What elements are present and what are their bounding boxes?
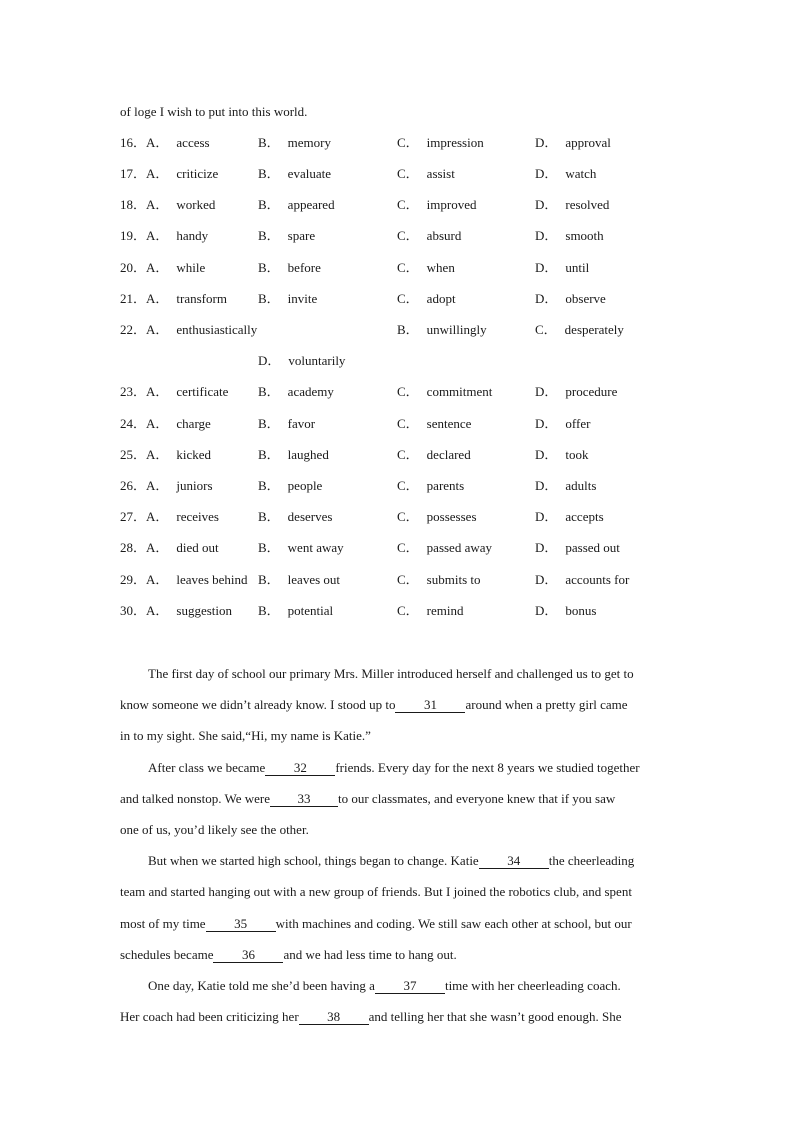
passage-text: time with her cheerleading coach.	[444, 978, 621, 993]
option-letter: A．	[146, 197, 169, 212]
option-letter: A．	[146, 447, 169, 462]
option-text: people	[287, 478, 323, 493]
option-letter: B．	[258, 572, 280, 587]
option-text: passed away	[426, 540, 493, 555]
option-text: spare	[287, 228, 316, 243]
option-text: kicked	[176, 447, 212, 462]
option-text: approval	[565, 135, 611, 150]
passage-text: know someone we didn’t already know. I stood up to	[120, 697, 396, 712]
question-number: 25．	[120, 447, 147, 462]
option-letter: A．	[146, 509, 169, 524]
passage-text: and we had less time to hang out.	[283, 947, 457, 962]
option-text: leaves out	[287, 572, 341, 587]
answer-option[interactable]	[120, 538, 219, 558]
question-options-row	[120, 476, 680, 496]
passage-line	[120, 697, 675, 713]
question-number: 26．	[120, 478, 147, 493]
answer-option[interactable]	[258, 570, 340, 590]
answer-option[interactable]	[535, 226, 604, 246]
option-text: commitment	[426, 384, 493, 399]
passage-text: team and started hanging out with a new group of friends. But I joined the robotics club, and spent	[120, 884, 632, 899]
answer-option[interactable]	[397, 570, 481, 590]
passage-text: One day, Katie told me she’d been having a	[148, 978, 375, 993]
option-text: charge	[176, 416, 211, 431]
blank-37[interactable]: 37	[375, 979, 445, 994]
option-letter: C．	[397, 416, 419, 431]
option-letter: D．	[535, 197, 558, 212]
option-letter: C．	[535, 322, 557, 337]
option-text: possesses	[426, 509, 477, 524]
answer-option[interactable]	[120, 133, 210, 153]
question-options-row	[120, 226, 680, 246]
option-text: smooth	[565, 228, 604, 243]
answer-option[interactable]	[120, 445, 211, 465]
blank-34[interactable]: 34	[479, 854, 549, 869]
option-text: resolved	[565, 197, 610, 212]
passage-text: The first day of school our primary Mrs. Miller introduced herself and challenged us to get to	[148, 666, 634, 681]
answer-option[interactable]	[535, 133, 611, 153]
option-letter: C．	[397, 603, 419, 618]
answer-option[interactable]	[397, 289, 456, 309]
answer-option[interactable]	[120, 414, 211, 434]
question-options-row	[120, 507, 680, 527]
answer-option[interactable]	[397, 507, 477, 527]
option-text: enthusiastically	[176, 322, 258, 337]
option-letter: C．	[397, 135, 419, 150]
option-text: parents	[426, 478, 465, 493]
answer-option[interactable]	[120, 476, 213, 496]
question-options-row	[120, 414, 680, 434]
answer-option[interactable]	[120, 507, 219, 527]
question-options-row	[120, 601, 680, 621]
question-options-row	[120, 320, 680, 340]
answer-option[interactable]	[258, 476, 322, 496]
answer-option[interactable]	[397, 195, 477, 215]
answer-option[interactable]	[120, 320, 257, 340]
option-text: procedure	[565, 384, 618, 399]
option-letter: C．	[397, 260, 419, 275]
option-text: accounts for	[565, 572, 630, 587]
option-text: criticize	[176, 166, 219, 181]
option-letter: D．	[535, 478, 558, 493]
option-text: before	[287, 260, 321, 275]
answer-option[interactable]	[120, 164, 218, 184]
answer-option[interactable]	[258, 445, 329, 465]
option-letter: B．	[258, 260, 280, 275]
blank-33[interactable]: 33	[270, 792, 338, 807]
option-text: juniors	[176, 478, 213, 493]
option-letter: D．	[535, 416, 558, 431]
question-options-row	[120, 289, 680, 309]
option-letter: D．	[535, 166, 558, 181]
blank-32[interactable]: 32	[265, 761, 335, 776]
answer-option[interactable]	[258, 382, 334, 402]
option-letter: D．	[535, 384, 558, 399]
answer-option[interactable]	[535, 289, 606, 309]
option-letter: B．	[258, 228, 280, 243]
option-letter: C．	[397, 291, 419, 306]
option-text: memory	[287, 135, 331, 150]
answer-option[interactable]	[258, 289, 317, 309]
question-options-row	[120, 570, 680, 590]
blank-35[interactable]: 35	[206, 917, 276, 932]
option-letter: C．	[397, 384, 419, 399]
answer-option[interactable]	[397, 476, 464, 496]
option-letter: B．	[258, 166, 280, 181]
option-letter: B．	[258, 135, 280, 150]
option-text: adults	[565, 478, 597, 493]
option-text: remind	[426, 603, 464, 618]
question-number: 20．	[120, 260, 147, 275]
option-text: worked	[176, 197, 216, 212]
option-letter: D．	[535, 540, 558, 555]
passage-text: one of us, you’d likely see the other.	[120, 822, 309, 837]
option-letter: A．	[146, 322, 169, 337]
option-text: suggestion	[176, 603, 233, 618]
answer-option[interactable]	[258, 133, 331, 153]
option-text: potential	[287, 603, 334, 618]
passage-line	[120, 978, 703, 994]
option-letter: B．	[258, 291, 280, 306]
passage-line	[120, 884, 675, 900]
option-letter: C．	[397, 447, 419, 462]
passage-text: and talked nonstop. We were	[120, 791, 270, 806]
answer-option[interactable]	[120, 382, 228, 402]
option-letter: B．	[258, 384, 280, 399]
answer-option[interactable]	[258, 351, 345, 371]
passage-text: friends. Every day for the next 8 years we studied together	[335, 760, 640, 775]
answer-option[interactable]	[397, 133, 484, 153]
question-options-row	[120, 351, 680, 371]
answer-option[interactable]	[535, 195, 609, 215]
option-letter: A．	[146, 228, 169, 243]
answer-option[interactable]	[258, 507, 332, 527]
answer-option[interactable]	[397, 601, 464, 621]
answer-option[interactable]	[397, 164, 455, 184]
passage-text: and telling her that she wasn’t good enough. She	[368, 1009, 622, 1024]
passage-line	[120, 916, 675, 932]
answer-option[interactable]	[397, 320, 487, 340]
option-text: leaves behind	[176, 572, 248, 587]
answer-option[interactable]	[535, 570, 629, 590]
answer-option[interactable]	[120, 601, 232, 621]
question-number: 29．	[120, 572, 147, 587]
question-number: 21．	[120, 291, 147, 306]
option-letter: B．	[258, 197, 280, 212]
option-text: handy	[176, 228, 209, 243]
option-letter: A．	[146, 603, 169, 618]
option-letter: B．	[258, 416, 280, 431]
option-letter: B．	[397, 322, 419, 337]
option-letter: A．	[146, 135, 169, 150]
question-number: 24．	[120, 416, 147, 431]
passage-line	[120, 947, 675, 963]
answer-option[interactable]	[120, 570, 248, 590]
answer-option[interactable]	[397, 258, 455, 278]
question-number: 27．	[120, 509, 147, 524]
passage-text: with machines and coding. We still saw each other at school, but our	[275, 916, 632, 931]
answer-option[interactable]	[535, 320, 624, 340]
option-text: submits to	[426, 572, 481, 587]
passage-line	[120, 728, 675, 744]
option-text: impression	[426, 135, 484, 150]
answer-option[interactable]	[258, 601, 333, 621]
answer-option[interactable]	[535, 382, 617, 402]
passage-line	[120, 760, 703, 776]
question-number: 30．	[120, 603, 147, 618]
option-text: while	[176, 260, 206, 275]
passage-text: But when we started high school, things began to change. Katie	[148, 853, 479, 868]
blank-31[interactable]: 31	[395, 698, 465, 713]
passage-text: After class we became	[148, 760, 266, 775]
passage-line	[120, 666, 703, 682]
option-letter: D．	[535, 260, 558, 275]
option-text: watch	[565, 166, 597, 181]
answer-option[interactable]	[397, 538, 492, 558]
answer-option[interactable]	[120, 226, 208, 246]
answer-option[interactable]	[397, 382, 492, 402]
answer-option[interactable]	[535, 414, 590, 434]
option-letter: A．	[146, 291, 169, 306]
option-letter: A．	[146, 478, 169, 493]
answer-option[interactable]	[258, 226, 315, 246]
question-options-row	[120, 133, 680, 153]
option-text: laughed	[287, 447, 329, 462]
passage-text: to our classmates, and everyone knew that if you saw	[337, 791, 616, 806]
option-text: voluntarily	[288, 353, 346, 368]
question-options-row	[120, 382, 680, 402]
option-letter: D．	[535, 603, 558, 618]
question-number: 18．	[120, 197, 147, 212]
answer-option[interactable]	[258, 414, 315, 434]
option-letter: D．	[258, 353, 281, 368]
option-text: academy	[287, 384, 334, 399]
option-letter: A．	[146, 166, 169, 181]
answer-option[interactable]	[397, 414, 471, 434]
answer-option[interactable]	[397, 445, 471, 465]
option-text: sentence	[426, 416, 472, 431]
option-letter: B．	[258, 509, 280, 524]
option-text: took	[565, 447, 589, 462]
option-letter: A．	[146, 260, 169, 275]
option-text: adopt	[426, 291, 456, 306]
passage-line	[120, 1009, 675, 1025]
option-letter: B．	[258, 540, 280, 555]
answer-option[interactable]	[120, 195, 215, 215]
question-number: 17．	[120, 166, 147, 181]
answer-option[interactable]	[258, 195, 335, 215]
option-text: absurd	[426, 228, 462, 243]
option-text: passed out	[565, 540, 620, 555]
question-number: 16．	[120, 135, 147, 150]
option-text: observe	[565, 291, 606, 306]
answer-option[interactable]	[258, 258, 321, 278]
option-letter: A．	[146, 384, 169, 399]
question-options-row	[120, 538, 680, 558]
question-options-row	[120, 258, 680, 278]
passage-text: around when a pretty girl came	[465, 697, 628, 712]
option-text: when	[426, 260, 455, 275]
answer-option[interactable]	[258, 538, 344, 558]
option-text: invite	[287, 291, 318, 306]
option-text: certificate	[176, 384, 229, 399]
answer-option[interactable]	[397, 226, 461, 246]
passage-line	[120, 822, 675, 838]
option-text: desperately	[564, 322, 624, 337]
option-letter: C．	[397, 166, 419, 181]
option-letter: B．	[258, 603, 280, 618]
option-letter: C．	[397, 228, 419, 243]
option-letter: D．	[535, 135, 558, 150]
passage-line	[120, 791, 675, 807]
blank-38[interactable]: 38	[299, 1010, 369, 1025]
option-letter: A．	[146, 572, 169, 587]
option-text: appeared	[287, 197, 335, 212]
option-text: bonus	[565, 603, 597, 618]
option-letter: D．	[535, 291, 558, 306]
option-text: offer	[565, 416, 591, 431]
option-text: evaluate	[287, 166, 331, 181]
option-text: went away	[287, 540, 344, 555]
option-letter: C．	[397, 540, 419, 555]
option-text: unwillingly	[426, 322, 487, 337]
option-text: assist	[426, 166, 455, 181]
passage-text: most of my time	[120, 916, 206, 931]
question-number: 23．	[120, 384, 147, 399]
passage-text: in to my sight. She said,“Hi, my name is Katie.”	[120, 728, 371, 743]
answer-option[interactable]	[535, 507, 604, 527]
option-text: favor	[287, 416, 316, 431]
option-letter: B．	[258, 478, 280, 493]
question-number: 28．	[120, 540, 147, 555]
answer-option[interactable]	[535, 538, 620, 558]
option-letter: C．	[397, 572, 419, 587]
intro-tail-text: of loge I wish to put into this world.	[120, 104, 308, 119]
option-letter: B．	[258, 447, 280, 462]
option-letter: A．	[146, 540, 169, 555]
option-text: died out	[176, 540, 219, 555]
answer-option[interactable]	[535, 476, 596, 496]
option-letter: C．	[397, 197, 419, 212]
option-text: transform	[176, 291, 227, 306]
option-letter: D．	[535, 509, 558, 524]
option-text: declared	[426, 447, 471, 462]
answer-option[interactable]	[535, 258, 589, 278]
passage-line	[120, 853, 703, 869]
blank-36[interactable]: 36	[213, 948, 283, 963]
answer-option[interactable]	[120, 258, 205, 278]
option-letter: D．	[535, 572, 558, 587]
question-number: 22．	[120, 322, 147, 337]
option-text: until	[565, 260, 590, 275]
option-text: deserves	[287, 509, 333, 524]
question-options-row	[120, 195, 680, 215]
option-text: improved	[426, 197, 477, 212]
option-text: accepts	[565, 509, 604, 524]
answer-option[interactable]	[535, 164, 596, 184]
question-options-row	[120, 164, 680, 184]
option-letter: C．	[397, 509, 419, 524]
answer-option[interactable]	[258, 164, 331, 184]
option-text: receives	[176, 509, 219, 524]
option-letter: A．	[146, 416, 169, 431]
option-text: access	[176, 135, 210, 150]
option-letter: D．	[535, 447, 558, 462]
question-number: 19．	[120, 228, 147, 243]
passage-text: schedules became	[120, 947, 214, 962]
option-letter: C．	[397, 478, 419, 493]
answer-option[interactable]	[535, 445, 589, 465]
passage-text: Her coach had been criticizing her	[120, 1009, 299, 1024]
answer-option[interactable]	[120, 289, 227, 309]
question-options-row	[120, 445, 680, 465]
option-letter: D．	[535, 228, 558, 243]
answer-option[interactable]	[535, 601, 596, 621]
passage-text: the cheerleading	[548, 853, 635, 868]
